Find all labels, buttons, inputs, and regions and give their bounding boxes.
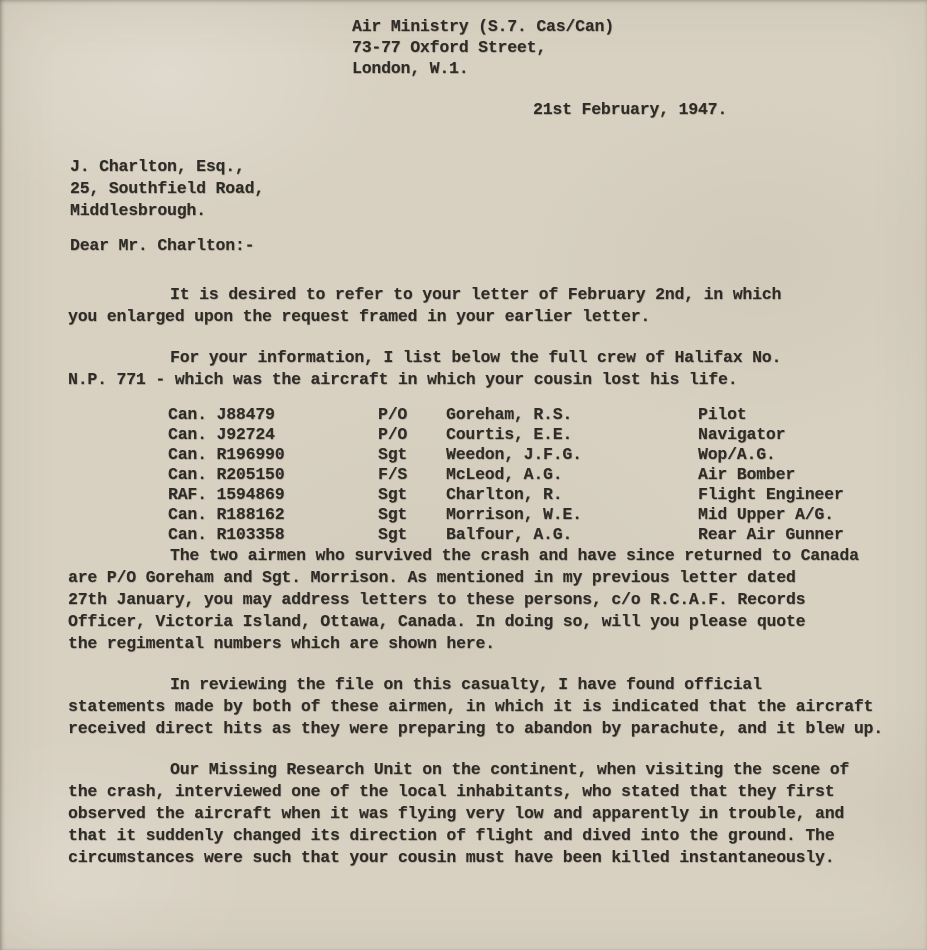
paragraph-line: For your information, I list below the full crew of Halifax No.: [170, 348, 782, 367]
recipient-line: J. Charlton, Esq.,: [70, 157, 245, 176]
paragraph-line: observed the aircraft when it was flying very low and apparently in trouble, and: [68, 804, 845, 823]
crew-name: McLeod, A.G.: [446, 465, 563, 484]
paragraph-line: that it suddenly changed its direction of flight and dived into the ground. The: [68, 826, 835, 845]
paragraph: [68, 284, 914, 328]
crew-number: Can. R103358: [168, 525, 285, 544]
recipient-line: 25, Southfield Road,: [70, 179, 265, 198]
crew-rank: Sgt: [378, 525, 408, 544]
crew-number: Can. R188162: [168, 505, 285, 524]
paragraph-line: you enlarged upon the request framed in your earlier letter.: [68, 307, 651, 326]
paragraph-line: are P/O Goreham and Sgt. Morrison. As mentioned in my previous letter dated: [68, 568, 796, 587]
paragraph: [68, 347, 914, 391]
salutation: Dear Mr. Charlton:-: [70, 236, 255, 255]
crew-rank: Sgt: [378, 485, 408, 504]
paragraph-line: circumstances were such that your cousin must have been killed instantaneously.: [68, 848, 835, 867]
paragraph-line: 27th January, you may address letters to these persons, c/o R.C.A.F. Records: [68, 590, 806, 609]
crew-duty: Rear Air Gunner: [698, 525, 844, 544]
crew-duty: Navigator: [698, 425, 786, 444]
crew-duty: Wop/A.G.: [698, 445, 776, 464]
paragraph: [68, 674, 914, 740]
crew-duty: Mid Upper A/G.: [698, 505, 834, 524]
crew-row: [168, 485, 914, 505]
recipient-line: Middlesbrough.: [70, 201, 206, 220]
crew-row: [168, 445, 914, 465]
crew-number: Can. J88479: [168, 405, 275, 424]
crew-name: Courtis, E.E.: [446, 425, 573, 444]
paragraph-line: In reviewing the file on this casualty, I have found official: [170, 675, 762, 694]
crew-rank: P/O: [378, 405, 408, 424]
crew-number: RAF. 1594869: [168, 485, 285, 504]
paragraph-line: It is desired to refer to your letter of February 2nd, in which: [170, 285, 782, 304]
paragraph: [68, 545, 914, 655]
recipient-address: [70, 156, 264, 222]
crew-number: Can. R196990: [168, 445, 285, 464]
crew-table: [168, 405, 914, 545]
paragraph-line: the crash, interviewed one of the local inhabitants, who stated that they first: [68, 782, 835, 801]
crew-duty: Flight Engineer: [698, 485, 844, 504]
date-line: 21st February, 1947.: [533, 100, 728, 119]
crew-rank: Sgt: [378, 445, 408, 464]
crew-duty: Air Bomber: [698, 465, 796, 484]
paragraph-line: Our Missing Research Unit on the continent, when visiting the scene of: [170, 760, 850, 779]
crew-rank: Sgt: [378, 505, 408, 524]
paragraph-line: statements made by both of these airmen, in which it is indicated that the aircraft: [68, 697, 874, 716]
body-paragraphs-before-table: [68, 284, 914, 391]
crew-number: Can. J92724: [168, 425, 275, 444]
crew-name: Morrison, W.E.: [446, 505, 582, 524]
paragraph-line: received direct hits as they were preparing to abandon by parachute, and it blew up.: [68, 719, 883, 738]
crew-row: [168, 525, 914, 545]
crew-name: Weedon, J.F.G.: [446, 445, 582, 464]
crew-row: [168, 405, 914, 425]
letter-body: [68, 284, 914, 869]
body-paragraphs-after-table: [68, 545, 914, 869]
paragraph: [68, 759, 914, 869]
crew-row: [168, 465, 914, 485]
letterhead-line: 73-77 Oxford Street,: [352, 38, 547, 57]
crew-name: Goreham, R.S.: [446, 405, 573, 424]
paragraph-line: The two airmen who survived the crash and have since returned to Canada: [170, 546, 859, 565]
letterhead-line: London, W.1.: [352, 59, 469, 78]
letterhead-line: Air Ministry (S.7. Cas/Can): [352, 17, 614, 36]
crew-name: Charlton, R.: [446, 485, 563, 504]
crew-rank: P/O: [378, 425, 408, 444]
crew-row: [168, 425, 914, 445]
crew-rank: F/S: [378, 465, 408, 484]
crew-duty: Pilot: [698, 405, 747, 424]
paragraph-line: N.P. 771 - which was the aircraft in which your cousin lost his life.: [68, 370, 738, 389]
crew-row: [168, 505, 914, 525]
paragraph-line: the regimental numbers which are shown here.: [68, 634, 495, 653]
crew-number: Can. R205150: [168, 465, 285, 484]
crew-name: Balfour, A.G.: [446, 525, 573, 544]
paragraph-line: Officer, Victoria Island, Ottawa, Canada. In doing so, will you please quote: [68, 612, 806, 631]
sender-address: [352, 16, 614, 79]
